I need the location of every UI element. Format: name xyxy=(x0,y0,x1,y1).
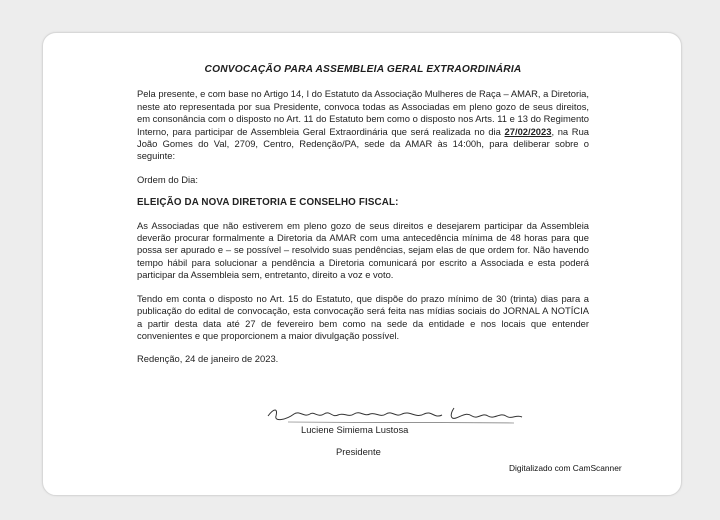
section-heading: ELEIÇÃO DA NOVA DIRETORIA E CONSELHO FISCAL: xyxy=(137,197,399,209)
signer-role: Presidente xyxy=(336,446,381,457)
intro-text-before-date: Pela presente, e com base no Artigo 14, I do Estatuto da Associação Mulheres de Raça – AMAR, a Diretoria, neste ato representada por sua Presidente, convoca todas as Associadas em pleno gozo de seus direitos, em consonância com o disposto no Art. 11 do Estatuto bem como o disposto nos Arts. 11 e 13 do Regimento Interno, para participar de Assembleia Geral Extraordinária que será realizada no dia xyxy=(137,88,589,137)
signer-name: Luciene Simiema Lustosa xyxy=(301,424,409,435)
intro-paragraph xyxy=(137,88,589,162)
meeting-date: 27/02/2023 xyxy=(504,125,552,137)
document-title: CONVOCAÇÃO PARA ASSEMBLEIA GERAL EXTRAORDINÁRIA xyxy=(204,64,522,75)
eligibility-paragraph: As Associadas que não estiverem em pleno gozo de seus direitos e desejarem participar da Assembleia deverão procurar formalmente a Diretoria da AMAR com uma antecedência mínima de 48 horas para que possa ser apurado e – se possível – resolvido suas pendências, sejam elas de que ordem for. Não havendo tempo hábil para solucionar a pendência a Diretoria comunicará por escrito a Associada e esta poderá participar da Assembleia sem, entretanto, direito a voz e voto. xyxy=(137,219,589,281)
scanner-watermark: Digitalizado com CamScanner xyxy=(509,463,622,473)
intro-text-after-date: , na Rua João Gomes do Val, 2709, Centro, Redenção/PA, sede da AMAR às 14:00h, para deliberar sobre o seguinte: xyxy=(137,125,589,162)
document-body xyxy=(137,64,589,380)
publication-paragraph: Tendo em conta o disposto no Art. 15 do Estatuto, que dispõe do prazo mínimo de 30 (trinta) dias para a publicação do edital de convocação, esta convocação será feita nas mídias sociais do JORNAL A NOTÍCIA a partir desta data até 27 de fevereiro bem como na sede da entidade e nos locais que entender convenientes e que proporcionem a maior divulgação possível. xyxy=(137,292,589,341)
agenda-label: Ordem do Dia: xyxy=(137,173,198,185)
date-line: Redenção, 24 de janeiro de 2023. xyxy=(137,353,279,365)
